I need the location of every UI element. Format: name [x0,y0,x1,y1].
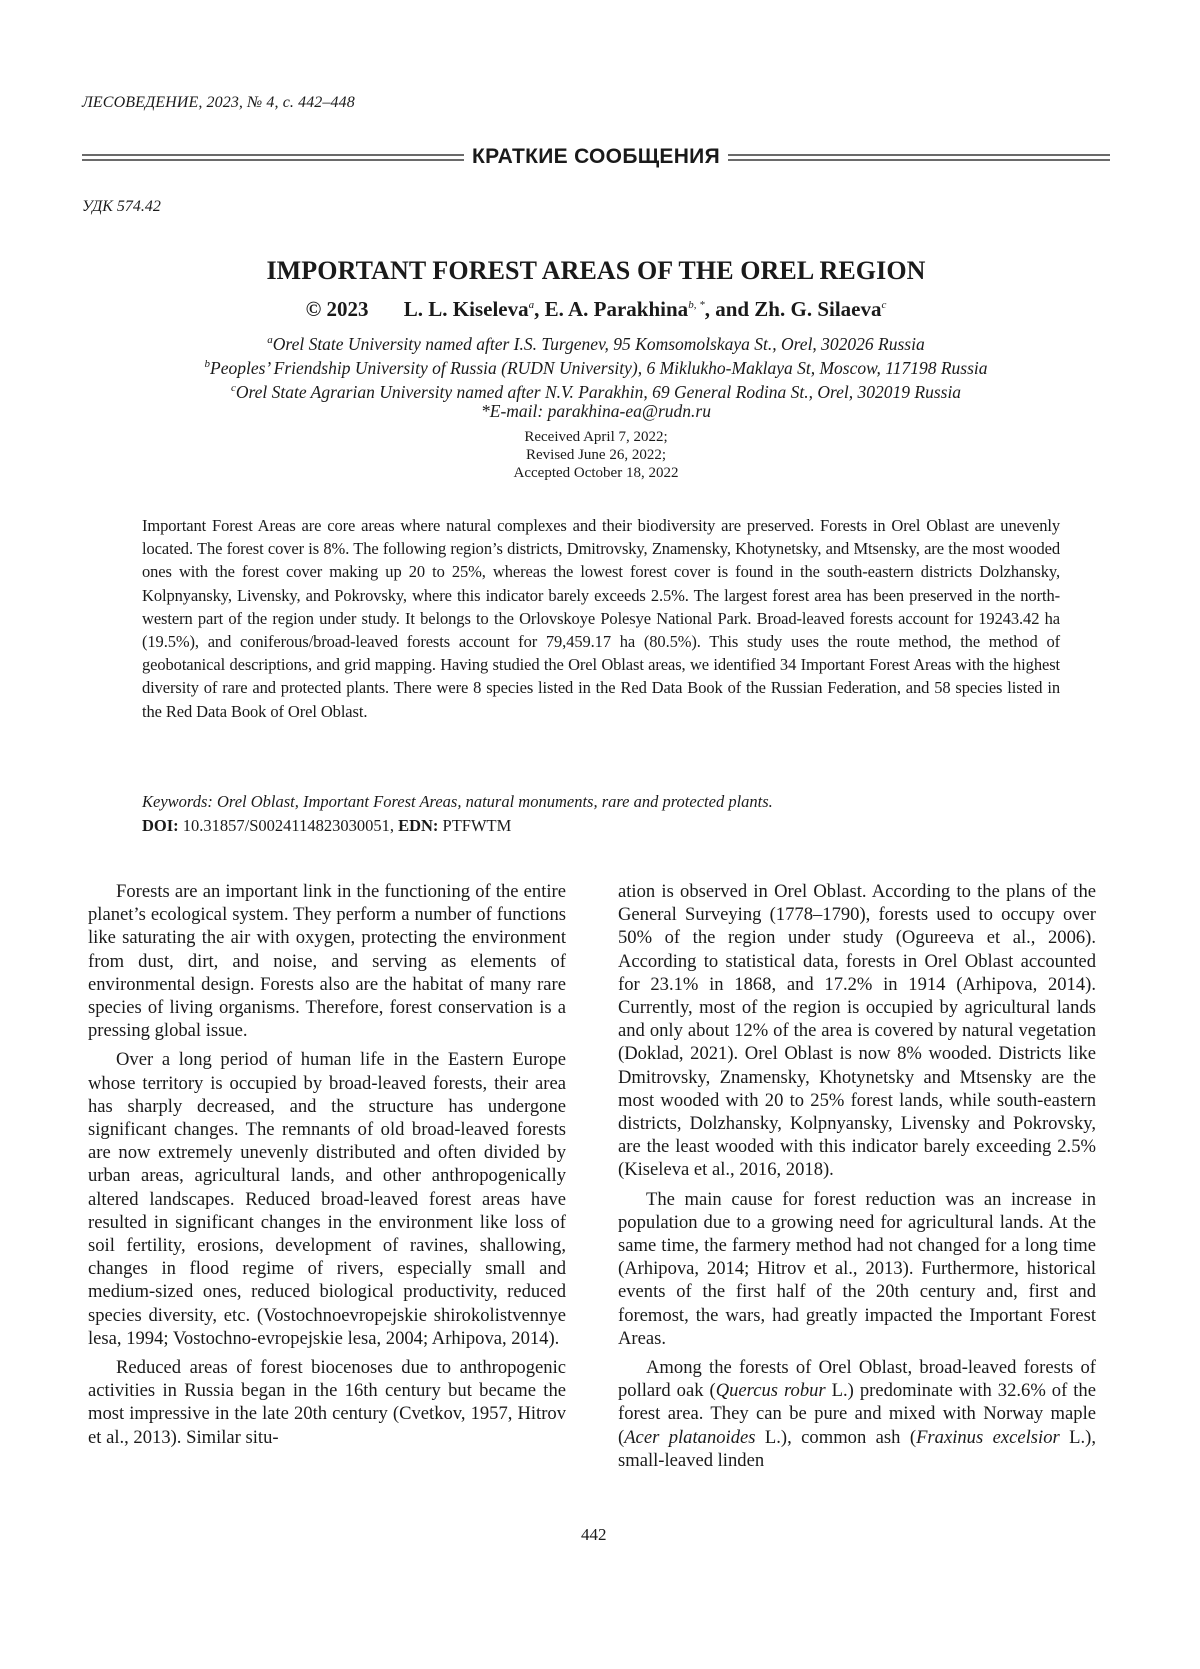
abstract: Important Forest Areas are core areas where natural complexes and their biodiversity are preserved. Forests in Orel Oblast are unevenly located. The forest cover is 8%. The following region’s districts, Dmitrovsky, Znamensky, Khotynetsky, and Mtsensky, are the most wooded ones with the forest cover making up 20 to 25%, whereas the lowest forest cover is found in the south-eastern districts Dolzhansky, Kolpnyansky, Livensky, and Pokrovsky, where this indicator barely exceeds 2.5%. The largest forest area has been preserved in the north-western part of the region under study. It belongs to the Orlovskoye Polesye National Park. Broad-leaved forests account for 19243.42 ha (19.5%), and coniferous/broad-leaved forests account for 79,459.17 ha (80.5%). This study uses the route method, the method of geobotanical descriptions, and grid mapping. Having studied the Orel Oblast areas, we identified 34 Important Forest Areas with the highest diversity of rare and protected plants. There were 8 species listed in the Red Data Book of the Russian Federation, and 58 species listed in the Red Data Book of Orel Oblast. [142,516,1060,721]
accepted-date: Accepted October 18, 2022 [513,465,679,481]
text-run: L.), small-leaved linden [618,1426,1096,1471]
affiliation-sup: b [204,358,210,370]
author-sep: , [534,297,545,321]
text-run: L.) predominate with 32.6% of the forest area. They can be pure and mixed with Norway maple ( [618,1380,1096,1448]
author-name: E. A. Parakhina [544,297,689,321]
author-sup: c [881,299,887,311]
revised-date: Revised June 26, 2022; [526,447,666,463]
article-dates [82,428,1110,482]
text-run: Among the forests of Orel Oblast, broad-leaved forests of pollard oak ( [618,1357,1096,1402]
body-column-left [88,880,566,1455]
affiliation-text: Orel State Agrarian University named after N.V. Parakhin, 69 General Rodina St., Orel, 302019 Russia [235,381,962,402]
paragraph: Forests are an important link in the functioning of the entire planet’s ecological system. They perform a number of functions like saturating the air with oxygen, protecting the environment from dust, dirt, and noise, and serving as elements of environmental design. Forests also are the habitat of many rare species of living organisms. Therefore, forest conservation is a pressing global issue. [88,881,566,1042]
species-name: Acer platanoides [624,1426,756,1448]
udk-code: УДК 574.42 [82,198,161,215]
section-title: КРАТКИЕ СООБЩЕНИЯ [472,145,720,168]
affiliation-text: Orel State University named after I.S. Turgenev, 95 Komsomolskaya St., Orel, 302026 Russia [272,333,925,354]
paragraph: Over a long period of human life in the Eastern Europe whose territory is occupied by broad-leaved forests, their area has sharply decreased, and the structure has undergone significant changes. The remnants of old broad-leaved forests are now extremely unevenly distributed and often divided by urban areas, agricultural lands, and other anthropogenically altered landscapes. Reduced broad-leaved forest areas have resulted in significant changes in the environment like loss of soil fertility, erosions, development of ravines, shallowing, changes in flood regime of rivers, especially small and medium-sized ones, reduced biological productivity, reduced species diversity, etc. (Vostochnoevropejskie shirokolistvennye lesa, 1994; Vostochno-evropejskie lesa, 2004; Arhipova, 2014). [88,1049,566,1349]
doi-line: DOI: 10.31857/S0024114823030051, EDN: PTFWTM [142,816,512,835]
affiliation-sup: a [267,334,273,346]
author-name: Zh. G. Silaeva [754,297,882,321]
section-rule-right [728,154,1110,161]
section-rule-left [82,154,464,161]
affiliation-c [82,376,1110,404]
species-name: Quercus robur [715,1380,826,1402]
author-sup: a [528,299,535,311]
paragraph [618,1356,1096,1472]
text-run: L.), common ash ( [755,1426,917,1448]
affiliation-sup: c [230,382,236,394]
affiliation-text: Peoples’ Friendship University of Russia (RUDN University), 6 Miklukho-Maklaya St, Moscow, 117198 Russia [210,357,988,378]
paragraph: ation is observed in Orel Oblast. According to the plans of the General Surveying (1778–1790), forests used to occupy over 50% of the region under study (Ogureeva et al., 2006). According to statistical data, forests in Orel Oblast accounted for 23.1% in 1868, and 17.2% in 1914 (Arhipova, 2014). Currently, most of the region is occupied by agricultural lands and only about 12% of the area is covered by natural vegetation (Doklad, 2021). Orel Oblast is now 8% wooded. Districts like Dmitrovsky, Znamensky, Khotynetsky and Mtsensky are the most wooded with 20 to 25% forest lands, while south-eastern districts, Dolzhansky, Kolpnyansky, Livensky and Pokrovsky, are the least wooded with this indicator barely exceeding 2.5% (Kiseleva et al., 2016, 2018). [618,881,1096,1181]
author-name: L. L. Kiseleva [403,297,529,321]
paper-title: IMPORTANT FOREST AREAS OF THE OREL REGION [266,256,926,285]
author-line [82,297,1110,322]
body-column-right [618,880,1096,1478]
paragraph: The main cause for forest reduction was an increase in population due to a growing need for agricultural lands. At the same time, the farmery method had not changed for a long time (Arhipova, 2014; Hitrov et al., 2013). Furthermore, historical events of the first half of the 20th century and, first and foremost, the wars, had greatly impacted the Important Forest Areas. [618,1188,1096,1349]
author-sup: b, * [688,299,705,311]
paragraph: Reduced areas of forest biocenoses due to anthropogenic activities in Russia began in the 16th century but became the most impressive in the late 20th century (Cvetkov, 1957, Hitrov et al., 2013). Similar situ- [88,1357,566,1448]
doi-label: DOI: [142,816,179,835]
journal-reference: ЛЕСОВЕДЕНИЕ, 2023, № 4, с. 442–448 [82,94,355,111]
edn-label: EDN: [398,816,439,835]
keywords: Keywords: Orel Oblast, Important Forest Areas, natural monuments, rare and protected plants. [142,792,773,811]
section-header [82,142,1110,172]
species-name: Fraxinus excelsior [916,1426,1060,1448]
received-date: Received April 7, 2022; [524,429,668,445]
doi-value[interactable]: 10.31857/S0024114823030051 [182,816,390,835]
edn-value: PTFWTM [442,816,512,835]
copyright: © 2023 [305,297,369,321]
corresponding-email[interactable]: *E-mail: parakhina-ea@rudn.ru [481,401,711,421]
author-sep: , and [704,297,755,321]
page-number: 442 [581,1525,607,1544]
